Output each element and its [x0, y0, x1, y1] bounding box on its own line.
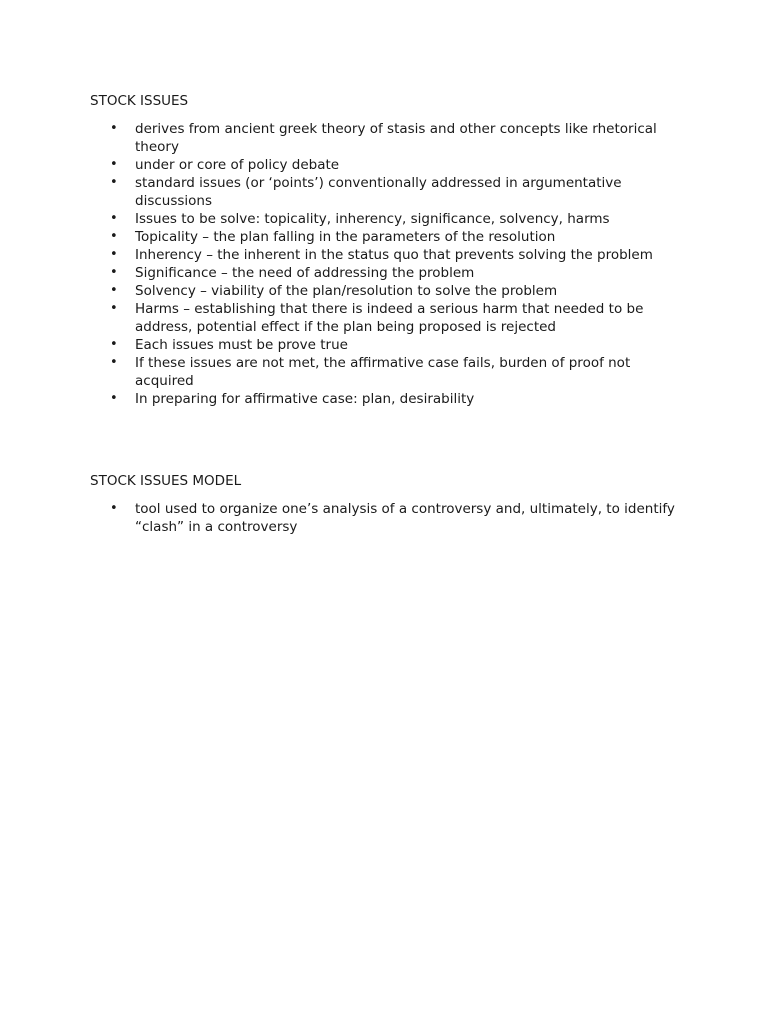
bullet-icon: • — [110, 337, 118, 352]
bullet-icon: • — [110, 283, 118, 298]
list-item-text: Significance – the need of addressing the problem — [135, 265, 475, 281]
list-item — [90, 174, 690, 210]
list-item-text: Each issues must be prove true — [135, 337, 348, 353]
stock-issues-model-heading: STOCK ISSUES MODEL — [90, 473, 242, 489]
list-item-text: Inherency – the inherent in the status quo that prevents solving the problem — [135, 247, 653, 263]
list-item-text: Issues to be solve: topicality, inherency, significance, solvency, harms — [135, 211, 610, 227]
list-item-text: standard issues (or ‘points’) conventionally addressed in argumentative discussions — [135, 175, 622, 209]
stock-issues-model-section — [90, 472, 690, 536]
list-item — [90, 156, 690, 174]
list-item — [90, 120, 690, 156]
list-item — [90, 300, 690, 336]
stock-issues-list — [90, 120, 690, 408]
stock-issues-model-list — [90, 500, 690, 536]
bullet-icon: • — [110, 301, 118, 316]
list-item — [90, 354, 690, 390]
bullet-icon: • — [110, 265, 118, 280]
stock-issues-section — [90, 92, 690, 408]
bullet-icon: • — [110, 355, 118, 370]
bullet-icon: • — [110, 175, 118, 190]
list-item — [90, 246, 690, 264]
bullet-icon: • — [110, 157, 118, 172]
list-item — [90, 228, 690, 246]
list-item-text: derives from ancient greek theory of stasis and other concepts like rhetorical theory — [135, 121, 657, 155]
list-item — [90, 210, 690, 228]
list-item — [90, 282, 690, 300]
bullet-icon: • — [110, 391, 118, 406]
list-item-text: tool used to organize one’s analysis of a controversy and, ultimately, to identify “clash” in a controversy — [135, 501, 675, 535]
list-item-text: Solvency – viability of the plan/resolution to solve the problem — [135, 283, 558, 299]
list-item — [90, 390, 690, 408]
list-item-text: Harms – establishing that there is indeed a serious harm that needed to be address, potential effect if the plan being proposed is rejected — [135, 301, 644, 335]
list-item — [90, 264, 690, 282]
list-item-text: under or core of policy debate — [135, 157, 340, 173]
list-item — [90, 336, 690, 354]
bullet-icon: • — [110, 501, 118, 516]
bullet-icon: • — [110, 247, 118, 262]
list-item-text: Topicality – the plan falling in the parameters of the resolution — [135, 229, 556, 245]
bullet-icon: • — [110, 229, 118, 244]
list-item-text: If these issues are not met, the affirmative case fails, burden of proof not acquired — [135, 355, 631, 389]
stock-issues-heading: STOCK ISSUES — [90, 93, 189, 109]
bullet-icon: • — [110, 121, 118, 136]
list-item-text: In preparing for affirmative case: plan, desirability — [135, 391, 475, 407]
list-item — [90, 500, 690, 536]
bullet-icon: • — [110, 211, 118, 226]
